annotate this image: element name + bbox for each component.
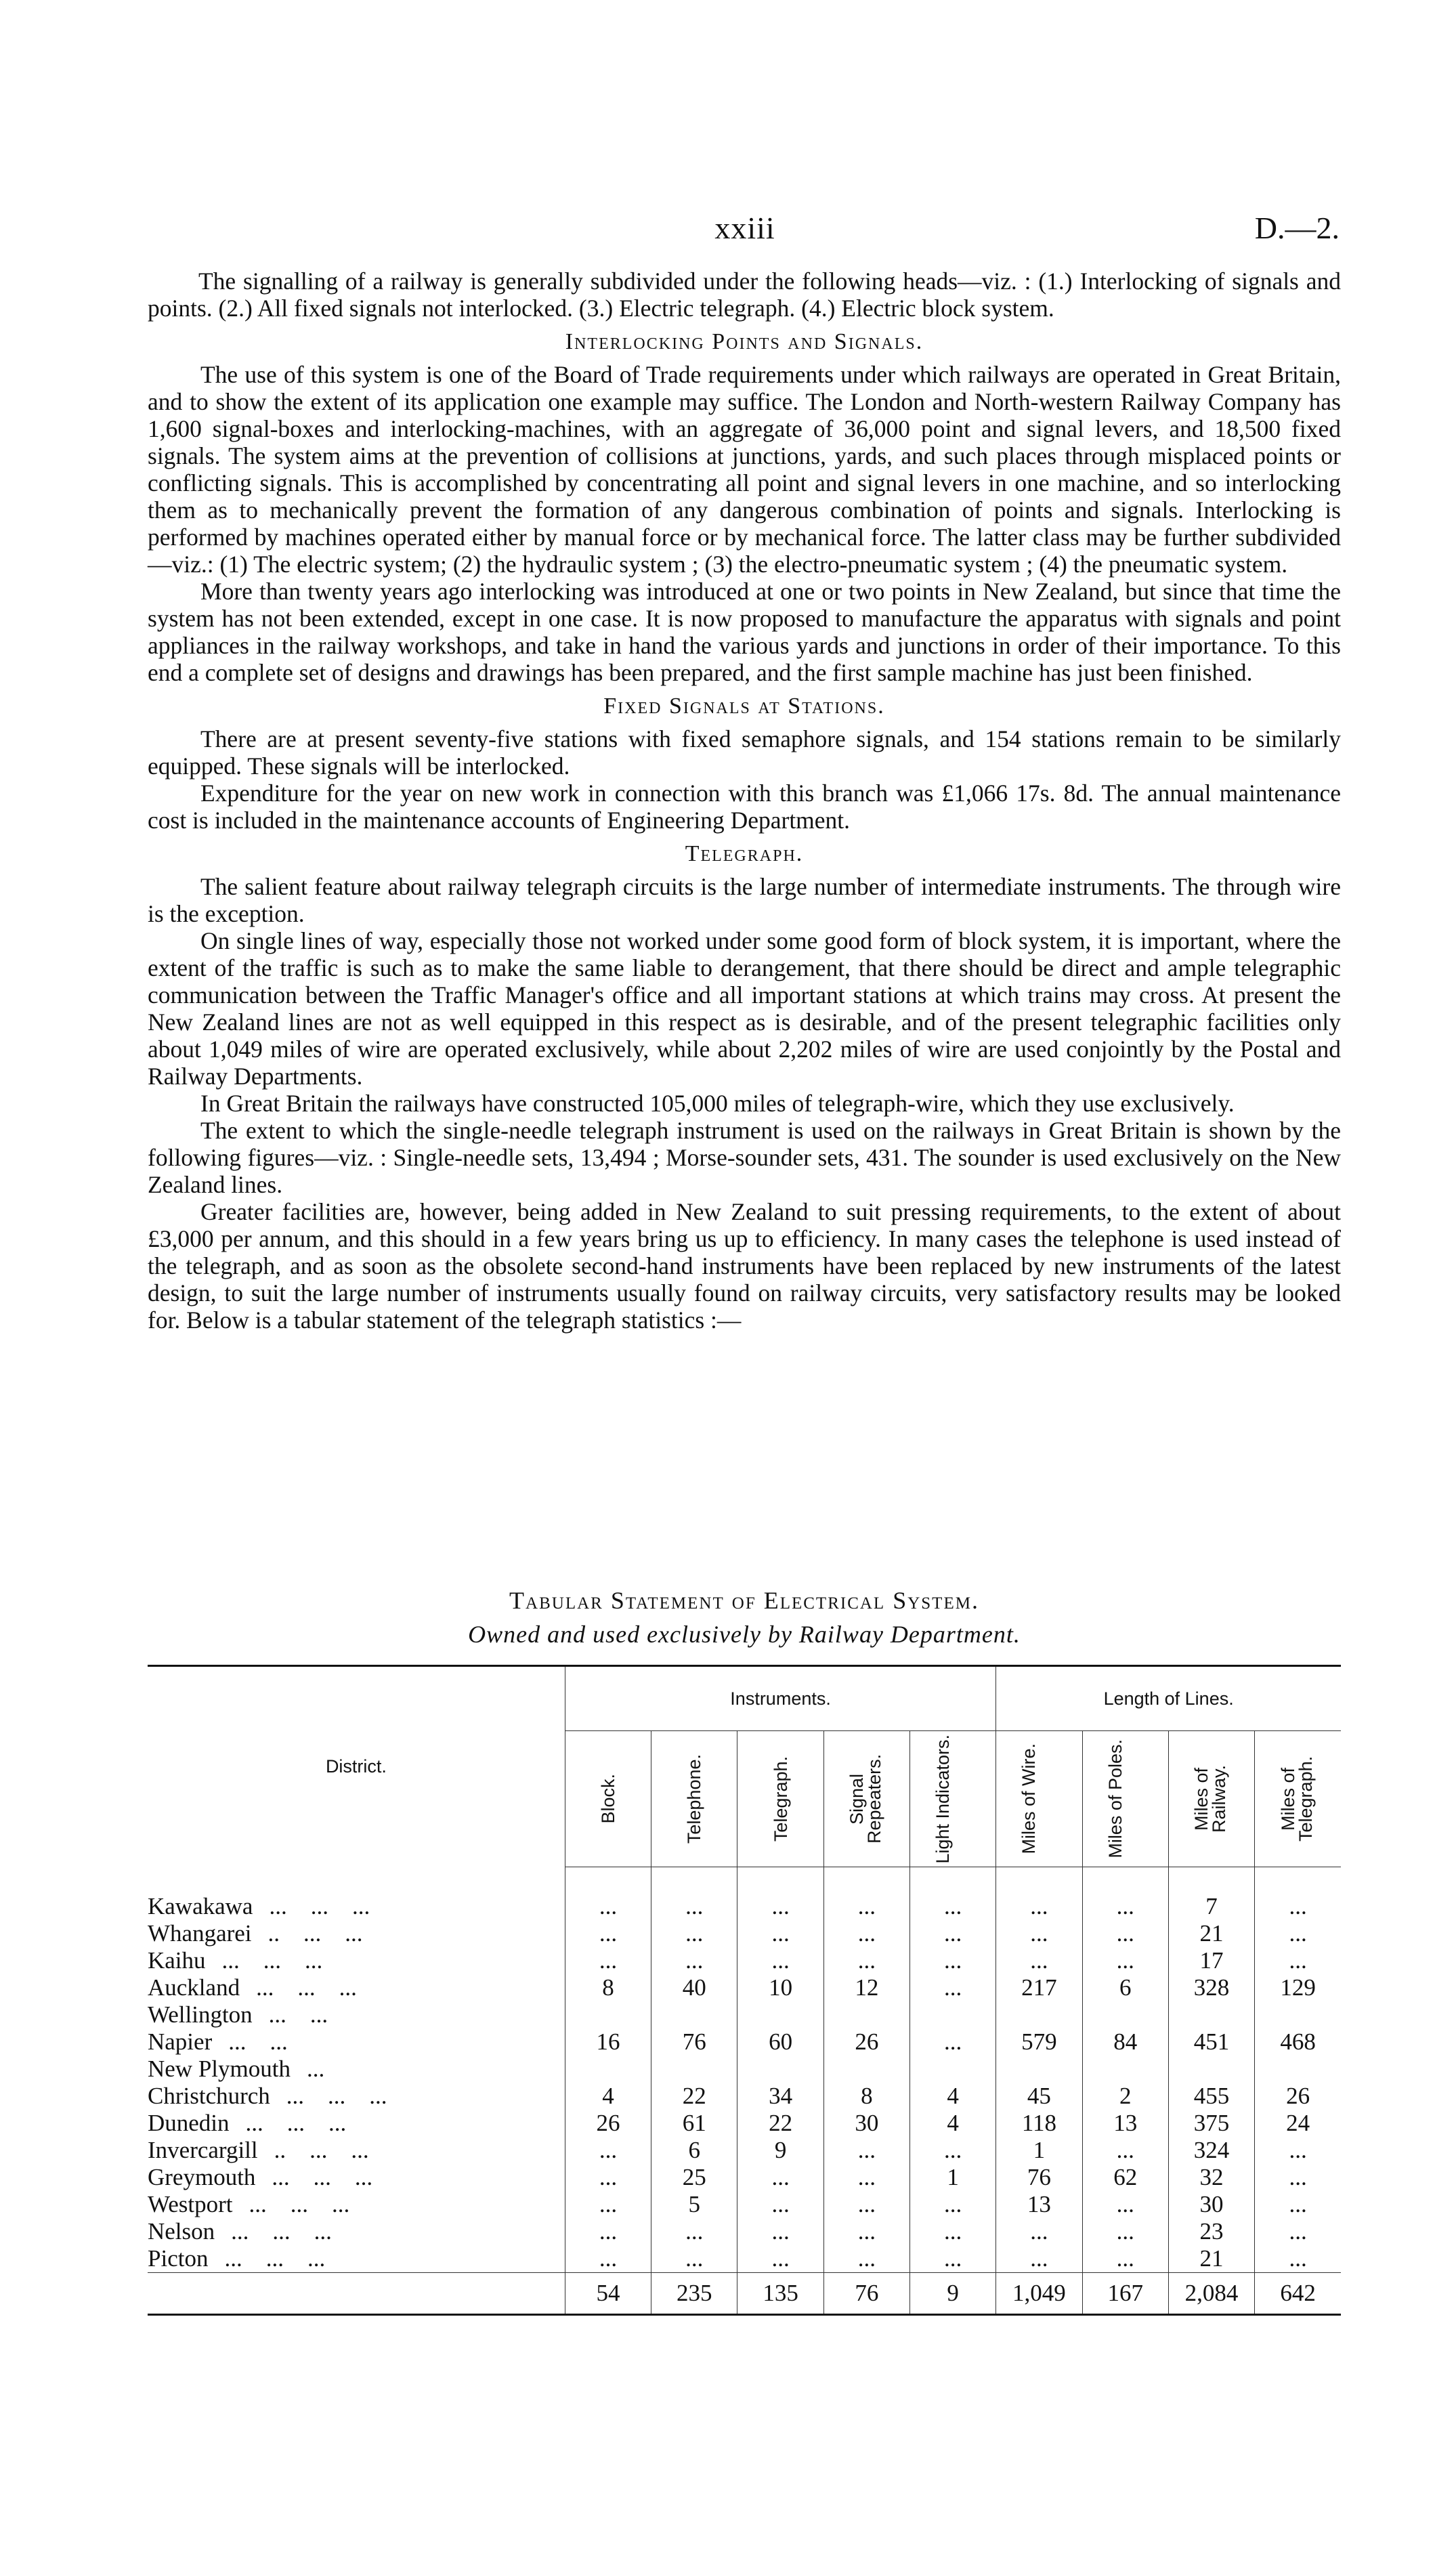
cell-railway: 375 [1168,2110,1254,2137]
cell-tele_miles: ... [1255,2164,1341,2191]
cell-block: ... [565,2191,651,2218]
cell-telephone: 5 [651,2191,737,2218]
district-name: Christchurch ... ... ... [148,2083,565,2110]
cell-wire: ... [996,1920,1082,1947]
cell-block: 26 [565,2110,651,2137]
cell-railway: 324 [1168,2137,1254,2164]
cell-wire: 45 [996,2083,1082,2110]
district-name: Invercargill .. ... ... [148,2137,565,2164]
cell-block: ... [565,2164,651,2191]
cell-block: ... [565,1947,651,1974]
total-poles: 167 [1082,2273,1168,2315]
table-row [148,2110,1341,2137]
paragraph-signalling-heads: The signalling of a railway is generally subdivided under the following heads—viz. : (1.) Interlocking of signals and points. (2.) All fixed signals not interlocked. (3.) Electric telegraph. (4.) Electric block system. [148,268,1341,322]
cell-telegraph: ... [737,1867,823,1921]
paragraph-single-needle: The extent to which the single-needle telegraph instrument is used on the railways in Great Britain is shown by the following figures—viz. : Single-needle sets, 13,494 ; Morse-sounder sets, 431. The sounder is used exclusively on the New Zealand lines. [148,1117,1341,1198]
heading-telegraph: Telegraph. [685,841,804,866]
cell-wire: 76 [996,2164,1082,2191]
district-name: Westport ... ... ... [148,2191,565,2218]
cell-signal: ... [823,1947,909,1974]
table-row [148,2001,1341,2028]
cell-wire: ... [996,2218,1082,2245]
cell-block: 16 [565,2028,651,2056]
table-row [148,2056,1341,2083]
table-row [148,1947,1341,1974]
cell-tele_miles: ... [1255,2191,1341,2218]
totals-row [148,2273,1341,2315]
cell-telegraph: ... [737,2245,823,2273]
total-wire: 1,049 [996,2273,1082,2315]
table-row [148,2028,1341,2056]
cell-poles: ... [1082,1947,1168,1974]
column-header-miles-of-telegraph: Miles of Telegraph. [1255,1731,1341,1867]
cell-telephone: 22 [651,2083,737,2110]
district-name: New Plymouth ... [148,2056,565,2083]
cell-signal: ... [823,2164,909,2191]
cell-wire: 1 [996,2137,1082,2164]
cell-block: ... [565,2245,651,2273]
column-header-miles-of-railway: Miles of Railway. [1168,1731,1254,1867]
cell-wire: ... [996,1867,1082,1921]
cell-railway: 451 [1168,2028,1254,2056]
cell-block: ... [565,2137,651,2164]
cell-light: ... [910,2137,996,2164]
total-signal: 76 [823,2273,909,2315]
column-header-signal-repeaters: Signal Repeaters. [823,1731,909,1867]
cell-poles: 84 [1082,2028,1168,2056]
table-title: Tabular Statement of Electrical System. [509,1587,979,1614]
table-row [148,2245,1341,2273]
paragraph-greater-facilities: Greater facilities are, however, being added in New Zealand to suit pressing requirements, to the extent of about £3,000 per annum, and this should in a few years bring us up to efficiency. In many cases the telephone is used instead of the telegraph, and as soon as the obsolete second-hand instruments have been replaced by new instruments of the latest design, to suit the large number of instruments usually found on railway circuits, very satisfactory results may be looked for. Below is a tabular statement of the telegraph statistics :— [148,1198,1341,1334]
cell-railway: 30 [1168,2191,1254,2218]
cell-signal [823,2001,909,2028]
cell-poles: ... [1082,2218,1168,2245]
total-light: 9 [910,2273,996,2315]
cell-wire: 13 [996,2191,1082,2218]
cell-light: 4 [910,2083,996,2110]
table-row [148,2218,1341,2245]
cell-tele_miles [1255,2001,1341,2028]
cell-light: ... [910,1974,996,2001]
cell-railway: 17 [1168,1947,1254,1974]
cell-telephone [651,2001,737,2028]
cell-light: ... [910,2218,996,2245]
paragraph-expenditure: Expenditure for the year on new work in connection with this branch was £1,066 17s. 8d. The annual maintenance cost is included in the maintenance accounts of Engineering Department. [148,780,1341,834]
cell-light [910,2056,996,2083]
cell-wire [996,2001,1082,2028]
column-header-light-indicators: Light Indicators. [910,1731,996,1867]
table-row [148,2083,1341,2110]
cell-telephone: 40 [651,1974,737,2001]
cell-railway: 7 [1168,1867,1254,1921]
cell-wire: ... [996,2245,1082,2273]
cell-poles: ... [1082,1867,1168,1921]
cell-poles [1082,2056,1168,2083]
column-header-telegraph: Telegraph. [737,1731,823,1867]
district-name: Auckland ... ... ... [148,1974,565,2001]
cell-poles: 2 [1082,2083,1168,2110]
paragraph-interlocking-use: The use of this system is one of the Board of Trade requirements under which railways are operated in Great Britain, and to show the extent of its application one example may suffice. The London and North-western Railway Company has 1,600 signal-boxes and interlocking-machines, with an aggregate of 36,000 point and signal levers, and 18,500 fixed signals. The system aims at the prevention of collisions at junctions, yards, and such places through misplaced points or conflicting signals. This is accomplished by concentrating all point and signal levers in one machine, and so interlocking them as to mechanically prevent the formation of any dangerous combination of points and signals. Interlocking is performed by machines operated either by manual force or by mechanical force. The latter class may be further subdivided—viz.: (1) The electric system; (2) the hydraulic system ; (3) the electro-pneumatic system ; (4) the pneumatic system. [148,361,1341,578]
table-subtitle: Owned and used exclusively by Railway Department. [468,1621,1021,1648]
total-railway: 2,084 [1168,2273,1254,2315]
cell-signal: 8 [823,2083,909,2110]
cell-tele_miles: ... [1255,2245,1341,2273]
district-name: Wellington ... ... [148,2001,565,2028]
cell-light: ... [910,2028,996,2056]
cell-light: ... [910,2191,996,2218]
electrical-system-table [148,1665,1341,2316]
table-row [148,2137,1341,2164]
table-row [148,1867,1341,1921]
totals-label-blank [148,2273,565,2315]
cell-telephone [651,2056,737,2083]
column-header-block: Block. [565,1731,651,1867]
cell-signal [823,2056,909,2083]
cell-poles: 13 [1082,2110,1168,2137]
cell-telephone: ... [651,2245,737,2273]
cell-telegraph: 10 [737,1974,823,2001]
cell-railway [1168,2056,1254,2083]
total-tele_miles: 642 [1255,2273,1341,2315]
cell-telegraph [737,2056,823,2083]
cell-telegraph: ... [737,1920,823,1947]
cell-telephone: 61 [651,2110,737,2137]
cell-tele_miles: ... [1255,1947,1341,1974]
group-header-instruments: Instruments. [565,1666,995,1731]
table-row [148,1920,1341,1947]
cell-poles: 6 [1082,1974,1168,2001]
cell-light: 1 [910,2164,996,2191]
cell-railway: 32 [1168,2164,1254,2191]
cell-signal: ... [823,2191,909,2218]
cell-signal: ... [823,2218,909,2245]
cell-signal: 26 [823,2028,909,2056]
table-row [148,2191,1341,2218]
paragraph-telegraph-circuits: The salient feature about railway telegraph circuits is the large number of intermediate instruments. The through wire is the exception. [148,873,1341,927]
cell-telegraph: 9 [737,2137,823,2164]
cell-signal: ... [823,1867,909,1921]
cell-block [565,2001,651,2028]
table-body [148,1867,1341,2315]
cell-telegraph: ... [737,2218,823,2245]
cell-telephone: ... [651,1947,737,1974]
cell-block: 8 [565,1974,651,2001]
cell-tele_miles: ... [1255,2137,1341,2164]
cell-tele_miles [1255,2056,1341,2083]
cell-light: ... [910,2245,996,2273]
cell-light: ... [910,1867,996,1921]
cell-signal: ... [823,2245,909,2273]
cell-wire: 579 [996,2028,1082,2056]
paragraph-great-britain-wire: In Great Britain the railways have constructed 105,000 miles of telegraph-wire, which they use exclusively. [200,1090,1235,1117]
cell-tele_miles: 129 [1255,1974,1341,2001]
cell-wire [996,2056,1082,2083]
cell-tele_miles: ... [1255,1920,1341,1947]
cell-telegraph: 22 [737,2110,823,2137]
paragraph-semaphore-signals: There are at present seventy-five stations with fixed semaphore signals, and 154 stations remain to be similarly equipped. These signals will be interlocked. [148,725,1341,780]
cell-signal: 30 [823,2110,909,2137]
cell-signal: ... [823,1920,909,1947]
cell-tele_miles: 24 [1255,2110,1341,2137]
heading-interlocking: Interlocking Points and Signals. [565,329,924,354]
total-telegraph: 135 [737,2273,823,2315]
cell-poles: ... [1082,2137,1168,2164]
cell-poles: ... [1082,2191,1168,2218]
cell-railway [1168,2001,1254,2028]
column-header-district: District. [148,1666,565,1867]
district-name: Picton ... ... ... [148,2245,565,2273]
total-block: 54 [565,2273,651,2315]
cell-block: ... [565,2218,651,2245]
cell-railway: 328 [1168,1974,1254,2001]
heading-fixed-signals: Fixed Signals at Stations. [603,694,885,719]
cell-light: 4 [910,2110,996,2137]
table-row [148,1974,1341,2001]
paragraph-single-lines: On single lines of way, especially those not worked under some good form of block system, it is important, where the extent of the traffic is such as to make the same liable to derangement, that there should be direct and ample telegraphic communication between the Traffic Manager's office and all important stations at which trains may cross. At present the New Zealand lines are not as well equipped in this respect as is desirable, and of the present telegraphic facilities only about 1,049 miles of wire are operated exclusively, while about 2,202 miles of wire are used conjointly by the Postal and Railway Departments. [148,927,1341,1090]
district-name: Nelson ... ... ... [148,2218,565,2245]
cell-telephone: ... [651,1920,737,1947]
cell-poles: ... [1082,1920,1168,1947]
cell-telegraph [737,2001,823,2028]
total-telephone: 235 [651,2273,737,2315]
body-text [148,268,1341,1334]
cell-telephone: 25 [651,2164,737,2191]
cell-telephone: 6 [651,2137,737,2164]
cell-telegraph: ... [737,1947,823,1974]
cell-poles [1082,2001,1168,2028]
cell-block: ... [565,1920,651,1947]
document-reference: D.—2. [1254,211,1340,245]
table-row [148,2164,1341,2191]
cell-telephone: ... [651,2218,737,2245]
cell-light: ... [910,1947,996,1974]
cell-light [910,2001,996,2028]
cell-telephone: 76 [651,2028,737,2056]
cell-wire: 118 [996,2110,1082,2137]
page-number: xxiii [714,211,775,245]
district-name: Greymouth ... ... ... [148,2164,565,2191]
column-header-miles-of-poles: Miles of Poles. [1082,1731,1168,1867]
group-header-length-of-lines: Length of Lines. [996,1666,1341,1731]
cell-telegraph: 34 [737,2083,823,2110]
cell-telegraph: 60 [737,2028,823,2056]
cell-railway: 455 [1168,2083,1254,2110]
cell-telephone: ... [651,1867,737,1921]
district-name: Kawakawa ... ... ... [148,1867,565,1921]
cell-tele_miles: 26 [1255,2083,1341,2110]
cell-railway: 21 [1168,1920,1254,1947]
cell-block: ... [565,1867,651,1921]
cell-tele_miles: 468 [1255,2028,1341,2056]
paragraph-interlocking-nz: More than twenty years ago interlocking was introduced at one or two points in New Zealand, but since that time the system has not been extended, except in one case. It is now proposed to manufacture the apparatus with signals and point appliances in the railway workshops, and take in hand the various yards and junctions in order of their importance. To this end a complete set of designs and drawings has been prepared, and the first sample machine has just been finished. [148,578,1341,686]
cell-signal: ... [823,2137,909,2164]
cell-telegraph: ... [737,2191,823,2218]
cell-wire: ... [996,1947,1082,1974]
cell-wire: 217 [996,1974,1082,2001]
column-header-telephone: Telephone. [651,1731,737,1867]
district-name: Dunedin ... ... ... [148,2110,565,2137]
column-header-miles-of-wire: Miles of Wire. [996,1731,1082,1867]
cell-block [565,2056,651,2083]
cell-tele_miles: ... [1255,1867,1341,1921]
cell-telegraph: ... [737,2164,823,2191]
cell-poles: 62 [1082,2164,1168,2191]
cell-tele_miles: ... [1255,2218,1341,2245]
cell-railway: 21 [1168,2245,1254,2273]
cell-railway: 23 [1168,2218,1254,2245]
cell-poles: ... [1082,2245,1168,2273]
district-name: Napier ... ... [148,2028,565,2056]
cell-signal: 12 [823,1974,909,2001]
cell-block: 4 [565,2083,651,2110]
district-name: Kaihu ... ... ... [148,1947,565,1974]
cell-light: ... [910,1920,996,1947]
district-name: Whangarei .. ... ... [148,1920,565,1947]
